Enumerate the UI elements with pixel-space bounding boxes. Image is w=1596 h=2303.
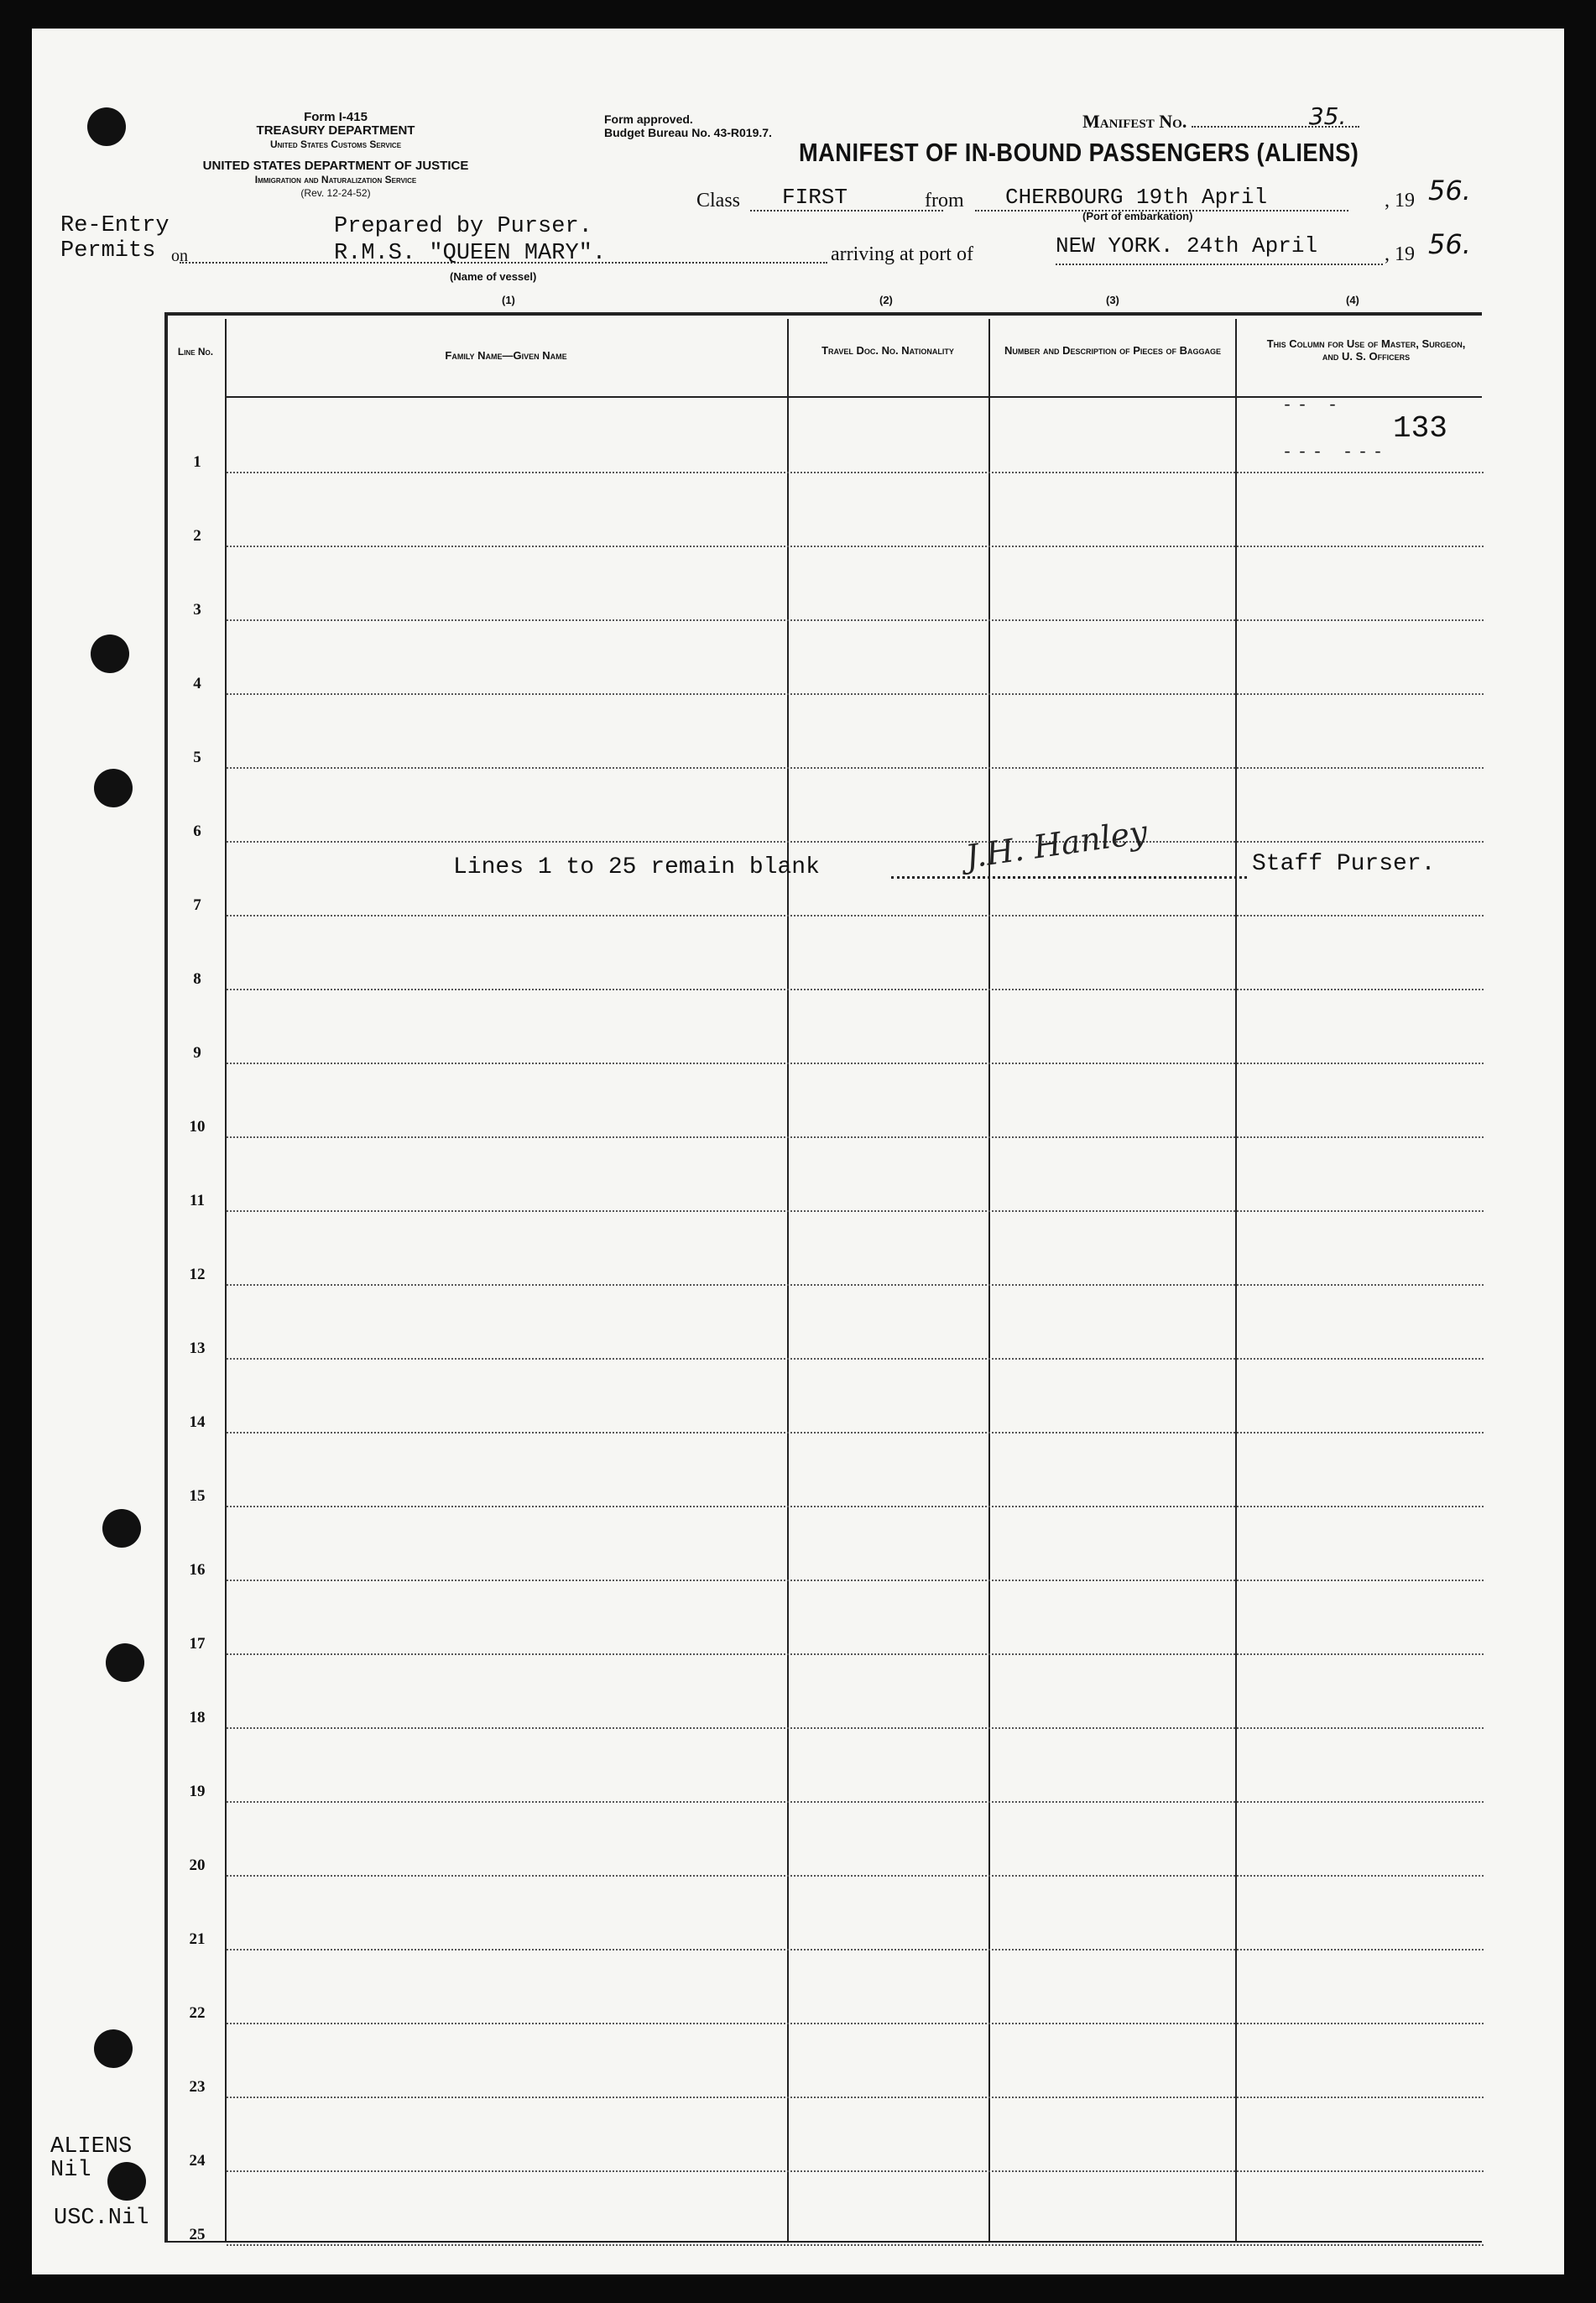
line-number: 4 (193, 675, 201, 692)
arriving-value: NEW YORK. 24th April (1056, 233, 1318, 258)
manifest-no-field (1192, 102, 1359, 130)
table-row (227, 1653, 1484, 1655)
table-row (227, 989, 1484, 990)
table-row (227, 2244, 1484, 2246)
aliens-note (50, 2135, 132, 2182)
col-header-family-name: Family Name—Given Name (445, 349, 567, 362)
line-number: 21 (189, 1930, 206, 1948)
line-number: 5 (193, 749, 201, 766)
class-label: Class (696, 190, 741, 212)
punch-hole (94, 769, 133, 807)
line-number: 17 (189, 1635, 206, 1653)
col-divider-baggage (1235, 319, 1237, 2241)
line-number: 9 (193, 1044, 201, 1062)
table-row (227, 1949, 1484, 1950)
col-header-baggage: Number and Description of Pieces of Baggage (1004, 344, 1222, 357)
punch-hole (102, 1509, 141, 1548)
punch-hole (91, 634, 129, 673)
table-row (227, 693, 1484, 695)
table-row (227, 841, 1484, 843)
line-number: 8 (193, 970, 201, 988)
form-header-left (168, 111, 503, 200)
manifest-no-value: 35. (1308, 102, 1347, 130)
col-number-2: (2) (879, 294, 893, 306)
officer-marks: -- - (1282, 396, 1343, 415)
col-number-1: (1) (502, 294, 515, 306)
line-number: 16 (189, 1561, 206, 1579)
form-number: Form I-415 (304, 110, 368, 124)
table-row (227, 1210, 1484, 1212)
line-number: 7 (193, 896, 201, 914)
manifest-no-row (1082, 102, 1359, 133)
line-number: 12 (189, 1266, 206, 1283)
form-approved: Form approved. (604, 112, 693, 126)
arriving-row (831, 228, 1485, 265)
line-number: 23 (189, 2078, 206, 2096)
customs-service: United States Customs Service (269, 138, 402, 150)
prepared-by: Prepared by Purser. (334, 214, 592, 239)
usc-note: USC.Nil (54, 2206, 149, 2231)
officer-marks: --- --- (1282, 443, 1389, 462)
line-number: 2 (193, 527, 201, 545)
table-row (227, 1875, 1484, 1877)
year-value: 56. (1428, 175, 1471, 206)
port-embark-caption: (Port of embarkation) (1082, 210, 1193, 222)
line-number: 18 (189, 1709, 206, 1726)
count-note: 133 (1393, 411, 1447, 446)
reentry-line1: Re-Entry (60, 213, 170, 238)
line-number: 11 (190, 1192, 205, 1209)
line-number: 15 (189, 1487, 206, 1505)
revision-date: (Rev. 12-24-52) (300, 187, 371, 199)
signature-line (891, 876, 1247, 879)
vessel-caption: (Name of vessel) (450, 270, 537, 283)
table-row (227, 619, 1484, 621)
manifest-title: MANIFEST OF IN-BOUND PASSENGERS (ALIENS) (799, 138, 1359, 167)
table-row (227, 2170, 1484, 2172)
ins-service: Immigration and Naturalization Service (254, 174, 417, 185)
blank-statement: Lines 1 to 25 remain blank (453, 854, 820, 880)
year-prefix: , 19 (1385, 190, 1415, 212)
line-number: 22 (189, 2004, 206, 2022)
table-row (227, 546, 1484, 547)
line-number: 14 (189, 1413, 206, 1431)
col-divider-doc (988, 319, 990, 2241)
table-row (227, 1432, 1484, 1434)
table-row (227, 1580, 1484, 1581)
line-number: 20 (189, 1856, 206, 1874)
from-value: CHERBOURG 19th April (1005, 185, 1268, 210)
vessel-block (334, 213, 606, 267)
reentry-line2: Permits (60, 238, 156, 264)
table-row (227, 2023, 1484, 2024)
line-number: 13 (189, 1340, 206, 1357)
line-number: 25 (189, 2226, 206, 2243)
aliens-line2: Nil (50, 2158, 91, 2183)
col-header-line-no: Line No. (177, 346, 214, 358)
col-header-travel-doc: Travel Doc. No. Nationality (821, 344, 954, 357)
table-bottom-border (164, 2241, 1482, 2243)
reentry-note (60, 213, 170, 264)
punch-hole (94, 2029, 133, 2068)
line-number: 6 (193, 822, 201, 840)
table-row (227, 767, 1484, 769)
vessel-on-label: on (171, 247, 188, 265)
col-header-officers: This Column for Use of Master, Surgeon, and U. S. Officers (1266, 337, 1466, 363)
table-row (227, 2097, 1484, 2098)
line-number: 10 (189, 1118, 206, 1136)
approval-block (604, 112, 772, 139)
justice-dept: UNITED STATES DEPARTMENT OF JUSTICE (202, 159, 469, 173)
class-value: FIRST (782, 185, 848, 210)
table-row (227, 1284, 1484, 1286)
manifest-page (32, 29, 1564, 2274)
table-row (227, 1506, 1484, 1507)
col-number-3: (3) (1106, 294, 1119, 306)
treasury-dept: TREASURY DEPARTMENT (256, 123, 415, 138)
from-label: from (925, 190, 964, 212)
line-number: 3 (193, 601, 201, 619)
table-row (227, 1358, 1484, 1360)
budget-bureau: Budget Bureau No. 43-R019.7. (604, 126, 772, 139)
year-value-2: 56. (1428, 228, 1471, 260)
line-number: 19 (189, 1783, 206, 1800)
manifest-no-label: Manifest No. (1082, 111, 1187, 132)
arriving-label: arriving at port of (831, 243, 973, 265)
year-prefix-2: , 19 (1385, 243, 1415, 265)
table-row (227, 915, 1484, 916)
col-number-4: (4) (1346, 294, 1359, 306)
aliens-line1: ALIENS (50, 2134, 133, 2159)
punch-hole (87, 107, 126, 146)
table-row (227, 472, 1484, 473)
table-top-border (164, 312, 1482, 316)
vessel-name: R.M.S. "QUEEN MARY". (334, 241, 607, 266)
line-number: 1 (193, 453, 201, 471)
signer-title: Staff Purser. (1252, 851, 1436, 877)
table-row (227, 1801, 1484, 1803)
col-divider-name (787, 319, 789, 2241)
vessel-field (180, 262, 827, 264)
punch-hole (106, 1643, 144, 1682)
table-row (227, 1136, 1484, 1138)
table-row (227, 1063, 1484, 1064)
purser-signature: J.H. Hanley (962, 813, 1150, 875)
table-row (227, 1727, 1484, 1729)
line-number: 24 (189, 2152, 206, 2170)
